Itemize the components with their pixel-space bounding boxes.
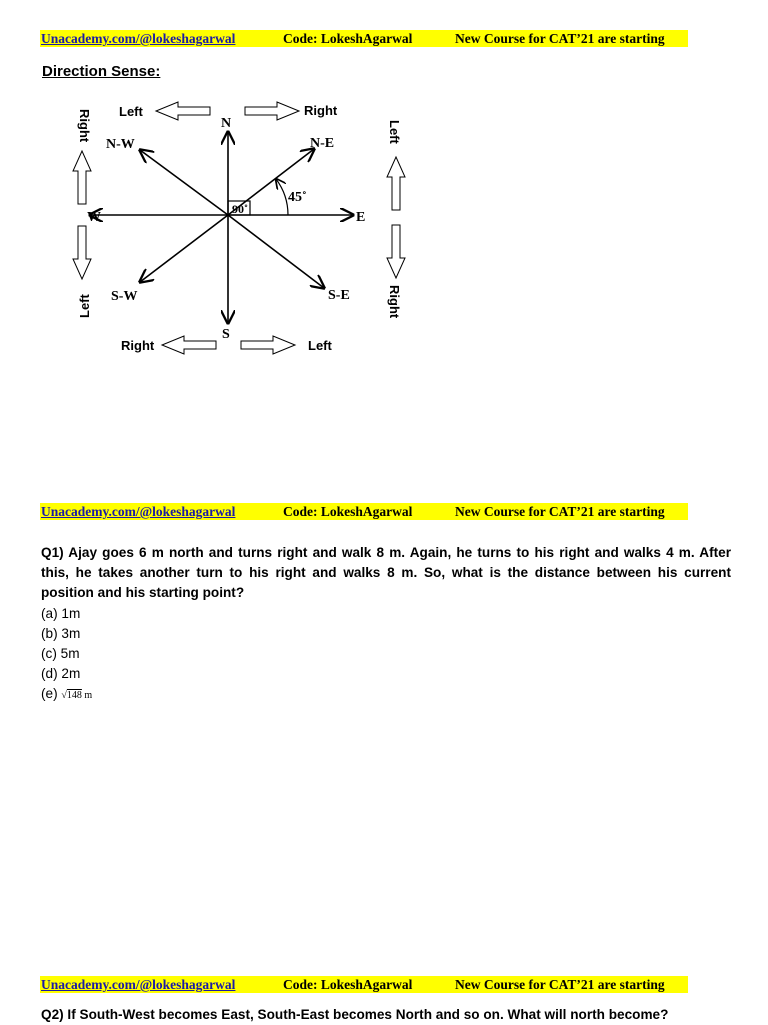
option-e-label: (e) bbox=[41, 686, 58, 701]
label-north-west: N-W bbox=[106, 137, 135, 152]
bottom-left-hollow-arrow bbox=[162, 336, 216, 354]
label-south-east: S-E bbox=[328, 288, 350, 303]
south-east-arrow bbox=[228, 215, 324, 288]
option-c: (c) 5m bbox=[41, 646, 80, 661]
option-b: (b) 3m bbox=[41, 626, 81, 641]
label-left-bottom: Left bbox=[77, 294, 92, 318]
top-left-hollow-arrow bbox=[156, 102, 210, 120]
course-announcement: New Course for CAT’21 are starting bbox=[455, 31, 665, 46]
referral-code: Code: LokeshAgarwal bbox=[283, 31, 413, 46]
label-east: E bbox=[356, 210, 366, 225]
label-bottom-left: Right bbox=[121, 338, 155, 353]
south-west-arrow bbox=[140, 215, 228, 282]
left-upper-hollow-arrow bbox=[73, 151, 91, 204]
section-heading: Direction Sense: bbox=[42, 63, 161, 80]
label-right-top: Left bbox=[387, 120, 402, 144]
label-north: N bbox=[221, 116, 232, 131]
unacademy-link[interactable]: Unacademy.com/@lokeshagarwal bbox=[41, 977, 236, 992]
course-announcement: New Course for CAT’21 are starting bbox=[455, 504, 665, 519]
label-right-bottom: Right bbox=[387, 285, 402, 319]
label-south-west: S-W bbox=[111, 289, 138, 304]
label-left-top: Right bbox=[77, 109, 92, 143]
unacademy-link[interactable]: Unacademy.com/@lokeshagarwal bbox=[41, 31, 236, 46]
unacademy-link[interactable]: Unacademy.com/@lokeshagarwal bbox=[41, 504, 236, 519]
label-north-east: N-E bbox=[310, 136, 335, 151]
option-e-value: √148 m bbox=[61, 690, 93, 701]
promo-banner bbox=[40, 30, 688, 47]
option-e bbox=[41, 684, 92, 706]
direction-compass-diagram bbox=[70, 95, 410, 360]
question-2: Q2) If South-West becomes East, South-East becomes North and so on. What will north become? bbox=[41, 1007, 669, 1022]
promo-banner bbox=[40, 503, 688, 520]
question-1-options bbox=[41, 604, 92, 706]
right-lower-hollow-arrow bbox=[387, 225, 405, 278]
right-upper-hollow-arrow bbox=[387, 157, 405, 210]
option-e-radicand: 148 bbox=[66, 690, 82, 701]
referral-code: Code: LokeshAgarwal bbox=[283, 977, 413, 992]
option-d: (d) 2m bbox=[41, 666, 81, 681]
question-1: Q1) Ajay goes 6 m north and turns right and walk 8 m. Again, he turns to his right and walks 4 m. After this, he takes another turn to his right and walks 8 m. So, what is the distance between his current position and his starting point? bbox=[41, 545, 731, 600]
course-announcement: New Course for CAT’21 are starting bbox=[455, 977, 665, 992]
referral-code: Code: LokeshAgarwal bbox=[283, 504, 413, 519]
label-west: W bbox=[87, 210, 101, 225]
top-right-hollow-arrow bbox=[245, 102, 299, 120]
left-lower-hollow-arrow bbox=[73, 226, 91, 279]
label-90-degrees: 90˚ bbox=[232, 202, 248, 216]
label-top-left: Left bbox=[119, 104, 143, 119]
bottom-right-hollow-arrow bbox=[241, 336, 295, 354]
label-45-degrees: 45˚ bbox=[288, 190, 307, 205]
label-top-right: Right bbox=[304, 103, 338, 118]
option-a: (a) 1m bbox=[41, 606, 81, 621]
label-bottom-right: Left bbox=[308, 338, 332, 353]
label-south: S bbox=[222, 327, 230, 342]
option-e-unit: m bbox=[84, 690, 93, 701]
promo-banner bbox=[40, 976, 688, 993]
angle-arc bbox=[276, 179, 288, 215]
north-west-arrow bbox=[140, 150, 228, 215]
